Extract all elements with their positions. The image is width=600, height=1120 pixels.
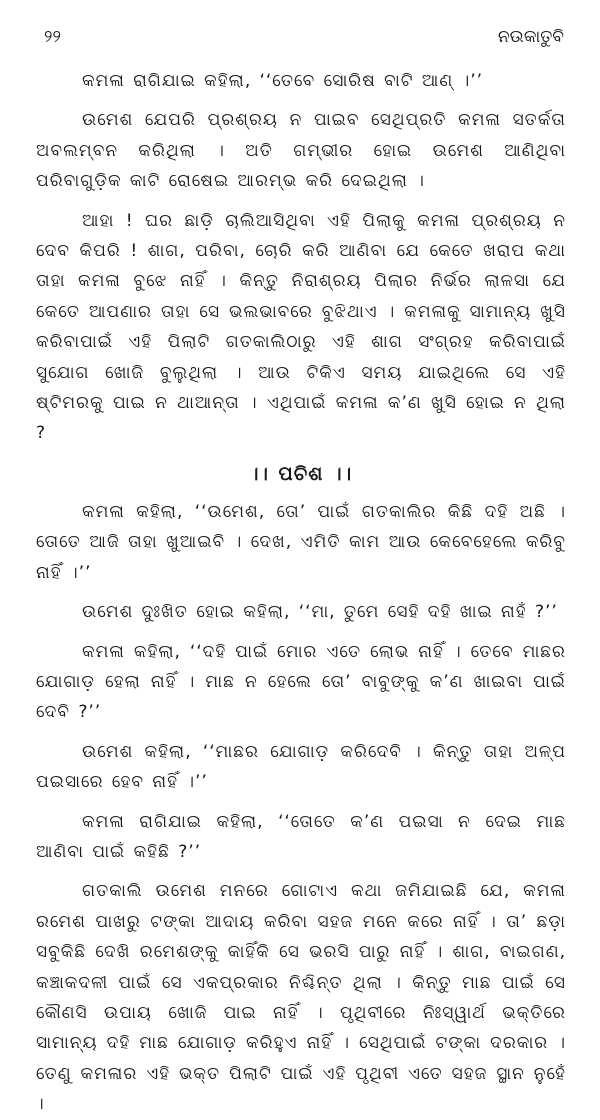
page-number: ୨୨	[44, 27, 61, 47]
running-title: ନଉକାତୁବି	[497, 27, 564, 47]
paragraph: ଗତକାଲି ଉମେଶ ମନରେ ଗୋଟାଏ କଥା ଜମିଯାଇଛି ଯେ, କମଳା ରମେଶ ପାଖରୁ ଟଙ୍କା ଆଦାୟ କରିବା ସହଜ ମନେ କରେ ନାହିଁ । ତା’ ଛଡ଼ା ସବୁକିଛି ଦେଖି ରମେଶଙ୍କୁ କାହିଁକି ସେ ଭରସି ପାରୁ ନାହିଁ । ଶାଗ, ବାଇଗଣ, କଞ୍ଚାକଦଳୀ ପାଇଁ ସେ ଏକପ୍ରକାର ନିଶ୍ଚିନ୍ତ ଥିଲା । କିନ୍ତୁ ମାଛ ପାଇଁ ସେ କୌଣସି ଉପାୟ ଖୋଜି ପାଇ ନାହିଁ । ପୃଥିବୀରେ ନିଃସ୍ୱାର୍ଥ ଭକ୍ତିରେ ସାମାନ୍ୟ ଦହି ମାଛ ଯୋଗାଡ଼ କରିହୁଏ ନାହିଁ । ସେଥିପାଇଁ ଟଙ୍କା ଦରକାର । ତେଣୁ କମଳାର ଏହି ଭକ୍ତ ପିଲାଟି ପାଇଁ ଏହି ପୃଥିବୀ ଏତେ ସହଜ ସ୍ଥାନ ନୁହେଁ ।	[36, 881, 566, 1115]
paragraph: ଆହା ! ଘର ଛାଡ଼ି ଚାଲିଆସିଥିବା ଏହି ପିଲାକୁ କମଳା ପ୍ରଶ୍ରୟ ନ ଦେବ କିପରି ! ଶାଗ, ପରିବା, ଚୋରି କରି ଆଣିବା ଯେ କେତେ ଖରାପ କଥା ତାହା କମଳା ବୁଝେ ନାହିଁ । କିନ୍ତୁ ନିରାଶ୍ରୟ ପିଲାର ନିର୍ଭର ଲାଳସା ଯେ କେତେ ଆପଣାର ତାହା ସେ ଭଲଭାବରେ ବୁଝିଥାଏ । କମଳାକୁ ସାମାନ୍ୟ ଖୁସି କରିବାପାଇଁ ଏହି ପିଲାଟି ଗତକାଲିଠାରୁ ଏହି ଶାଗ ସଂଗ୍ରହ କରିବାପାଇଁ ସୁଯୋଗ ଖୋଜି ବୁଲୁଥିଲା । ଆଉ ଟିକିଏ ସମୟ ଯାଇଥିଲେ ସେ ଏହି ଷ୍ଟିମରକୁ ପାଇ ନ ଥାଆନ୍ତା । ଏଥିପାଇଁ କମଳା କ’ଣ ଖୁସି ହୋଇ ନ ଥିଲା ?	[36, 210, 566, 444]
paragraph: କମଳା ରାଗିଯାଇ କହିଲା, ‘‘ତେବେ ସୋରିଷ ବାଟି ଆଣ୍ ।’’	[82, 71, 484, 91]
paragraph: କମଳା କହିଲା, ‘‘ଦହି ପାଇଁ ମୋର ଏତେ ଲୋଭ ନାହିଁ । ତେବେ ମାଛର ଯୋଗାଡ଼ ହେଲା ନାହିଁ । ମାଛ ନ ହେଲେ ତୋ’ ବାବୁଙ୍କୁ କ’ଣ ଖାଇବା ପାଇଁ ଦେବି ?’’	[36, 641, 566, 723]
paragraph: କମଳା ରାଗିଯାଇ କହିଲା, ‘‘ତୋତେ କ’ଣ ପଇସା ନ ଦେଇ ମାଛ ଆଣିବା ପାଇଁ କହିଛି ?’’	[36, 811, 566, 862]
paragraph: ଉମେଶ କହିଲା, ‘‘ମାଛର ଯୋଗାଡ଼ କରିଦେବି । କିନ୍ତୁ ତାହା ଅଳ୍ପ ପଇସାରେ ହେବ ନାହିଁ ।’’	[36, 741, 566, 793]
paragraph: ଉମେଶ ଯେପରି ପ୍ରଶ୍ରୟ ନ ପାଇବ ସେଥିପ୍ରତି କମଳା ସତର୍କତା ଅବଲମ୍ବନ କରିଥିଲା । ଅତି ଗମ୍ଭୀର ହୋଇ ଉମେଶ ଆଣିଥିବା ପରିବାଗୁଡ଼ିକ କାଟି ରୋଷେଇ ଆରମ୍ଭ କରି ଦେଇଥିଲା ।	[36, 110, 566, 192]
paragraph: କମଳା କହିଲା, ‘‘ଉମେଶ, ତୋ’ ପାଇଁ ଗତକାଲିର କିଛି ଦହି ଅଛି । ତୋତେ ଆଜି ତାହା ଖୁଆଇବି । ଦେଖ, ଏମିତି କାମ ଆଉ କେବେହେଲେ କରିବୁ ନାହିଁ ।’’	[36, 501, 566, 583]
running-head	[36, 26, 566, 66]
body-text	[36, 66, 566, 1120]
paragraph: ଉମେଶ ଦୁଃଖିତ ହୋଇ କହିଲା, ‘‘ମା, ତୁମେ ସେହି ଦହି ଖାଇ ନାହଁ ?’’	[82, 602, 558, 623]
chapter-heading: ।। ପଚିଶ ।।	[249, 462, 353, 485]
